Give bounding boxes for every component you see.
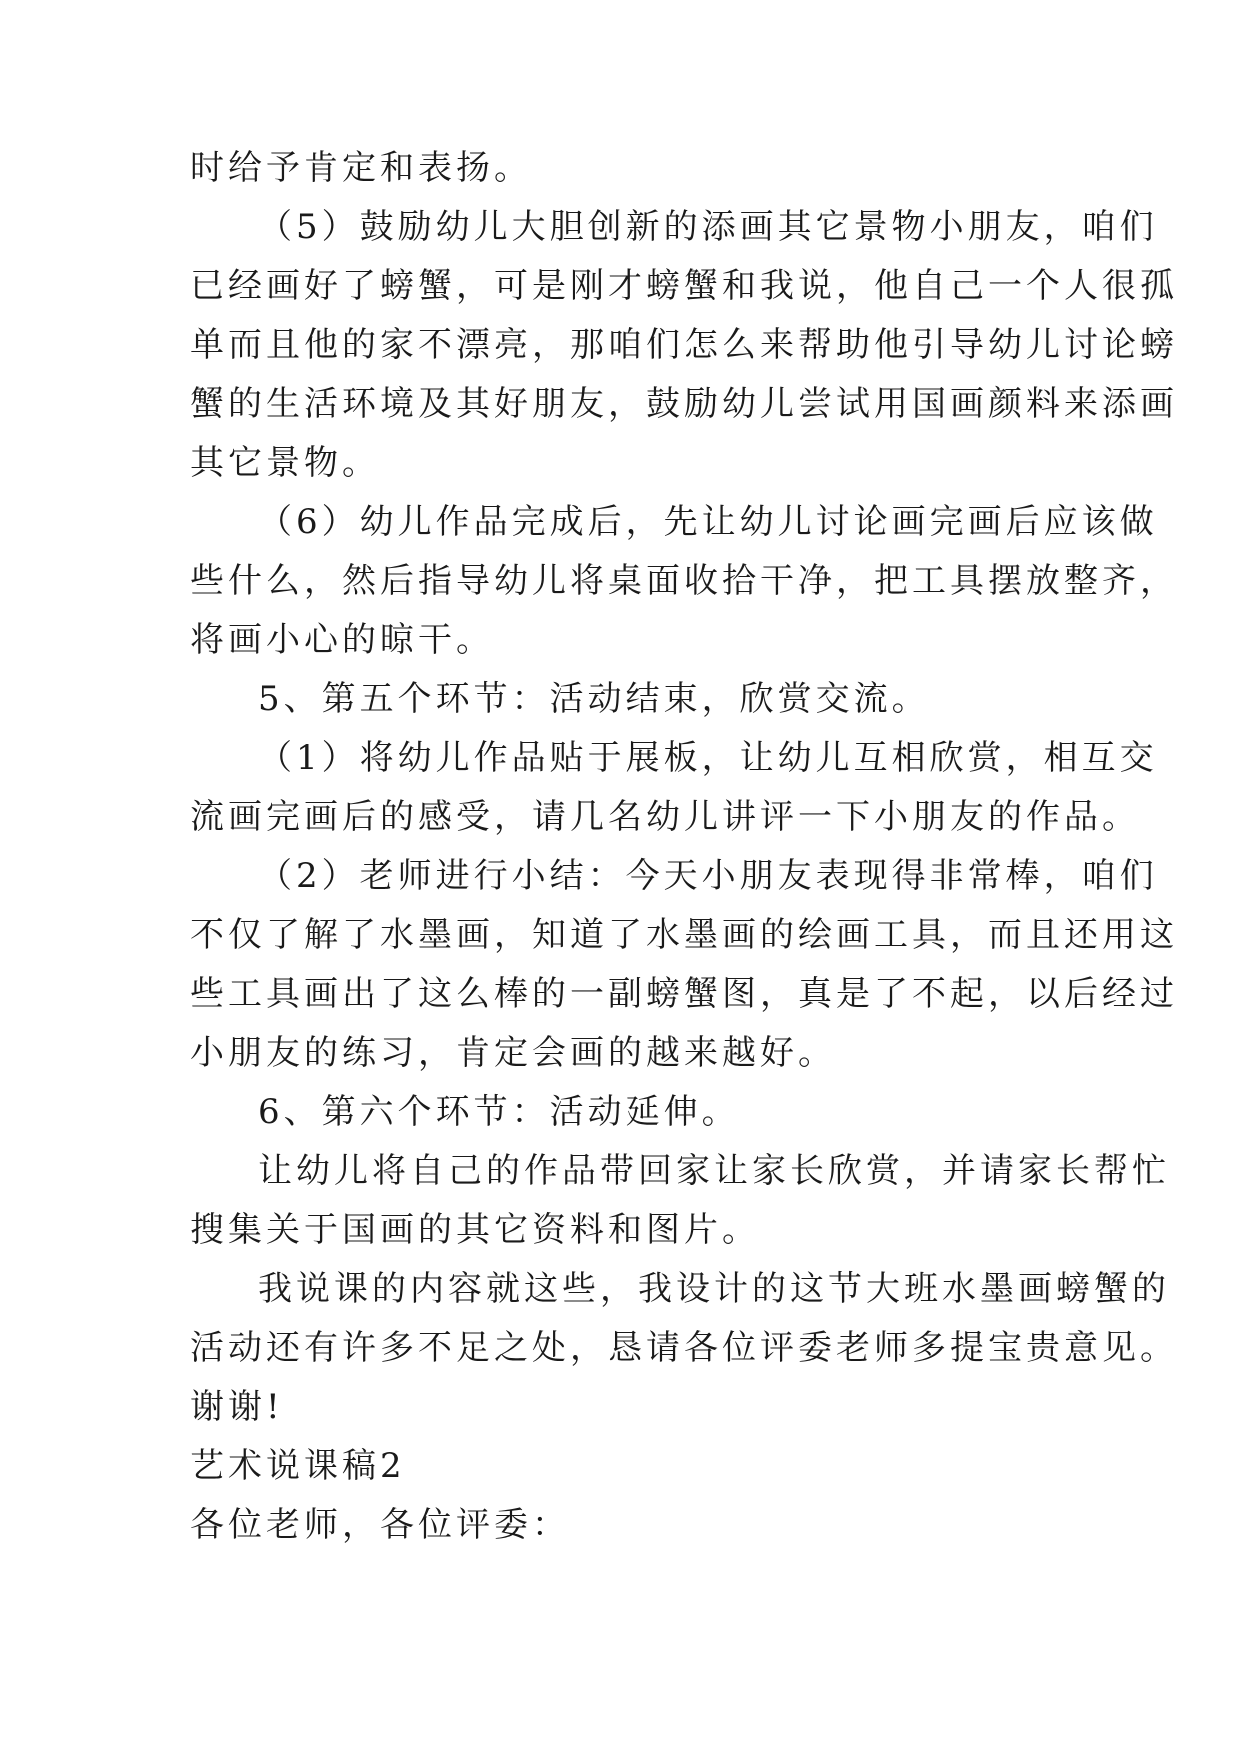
text-line: 小朋友的练习，肯定会画的越来越好。 (190, 1033, 836, 1073)
text-line: 些工具画出了这么棒的一副螃蟹图，真是了不起，以后经过 (190, 974, 1178, 1014)
text-line: 蟹的生活环境及其好朋友，鼓励幼儿尝试用国画颜料来添画 (190, 384, 1178, 424)
text-line: 单而且他的家不漂亮，那咱们怎么来帮助他引导幼儿讨论螃 (190, 325, 1178, 365)
salutation: 各位老师，各位评委： (190, 1505, 570, 1545)
paragraph-start: 让幼儿将自己的作品带回家让家长欣赏，并请家长帮忙 (258, 1151, 1170, 1191)
text-line: 时给予肯定和表扬。 (190, 148, 532, 188)
text-line: 谢谢! (190, 1387, 284, 1427)
paragraph-start: （5）鼓励幼儿大胆创新的添画其它景物小朋友，咱们 (258, 207, 1158, 247)
text-line: 搜集关于国画的其它资料和图片。 (190, 1210, 760, 1250)
paragraph-start: （2）老师进行小结：今天小朋友表现得非常棒，咱们 (258, 856, 1158, 896)
text-line: 些什么，然后指导幼儿将桌面收拾干净，把工具摆放整齐， (190, 561, 1178, 601)
paragraph-start: （1）将幼儿作品贴于展板，让幼儿互相欣赏，相互交 (258, 738, 1158, 778)
text-line: 已经画好了螃蟹，可是刚才螃蟹和我说，他自己一个人很孤 (190, 266, 1178, 306)
section-heading: 6、第六个环节：活动延伸。 (258, 1092, 740, 1132)
section-heading: 5、第五个环节：活动结束，欣赏交流。 (258, 679, 930, 719)
paragraph-start: （6）幼儿作品完成后，先让幼儿讨论画完画后应该做 (258, 502, 1158, 542)
text-line: 将画小心的晾干。 (190, 620, 494, 660)
text-line: 不仅了解了水墨画，知道了水墨画的绘画工具，而且还用这 (190, 915, 1178, 955)
paragraph-start: 我说课的内容就这些，我设计的这节大班水墨画螃蟹的 (258, 1269, 1170, 1309)
document-title: 艺术说课稿2 (190, 1446, 406, 1486)
text-line: 其它景物。 (190, 443, 380, 483)
text-line: 流画完画后的感受，请几名幼儿讲评一下小朋友的作品。 (190, 797, 1140, 837)
text-line: 活动还有许多不足之处，恳请各位评委老师多提宝贵意见。 (190, 1328, 1178, 1368)
